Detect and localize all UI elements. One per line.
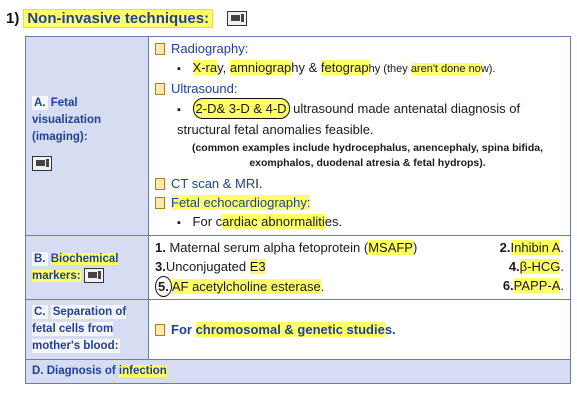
marker-text: PAPP-A	[513, 278, 561, 293]
section-number: 1)	[6, 9, 20, 27]
marker-num: 4.	[508, 259, 520, 274]
imaging-content	[149, 37, 571, 236]
label-letter: C.	[34, 306, 46, 318]
echo-item	[155, 212, 564, 233]
row-fetal-cells	[26, 300, 571, 360]
marker-text: β-HCG	[519, 259, 561, 274]
fetal-cells-text-c: s.	[384, 322, 396, 337]
infection-text-a: Diagnosis of	[46, 365, 119, 377]
ultrasound-item	[155, 98, 564, 139]
echo-post: es.	[324, 214, 343, 229]
memo-icon	[155, 197, 165, 209]
markers-content	[149, 236, 571, 300]
ct-text-2: I.	[255, 176, 263, 191]
row-biochemical-markers	[26, 236, 571, 300]
markers-row-2	[155, 257, 564, 276]
video-icon[interactable]	[227, 11, 247, 26]
ct-text: CT scan & MR	[171, 176, 256, 191]
label-fetal-visualization	[26, 37, 149, 236]
row-fetal-visualization	[26, 37, 571, 236]
marker-num: 3.	[155, 259, 166, 274]
marker-text: Maternal serum alpha fetoprotein (	[169, 240, 369, 255]
ultrasound-title: Ultrasound:	[171, 81, 238, 96]
markers-row-3	[155, 276, 564, 297]
marker-code: E3	[249, 259, 266, 274]
marker-5	[155, 276, 324, 297]
label-text: Biochemical markers:	[32, 252, 119, 282]
fetal-cells-text-a: For	[171, 322, 196, 337]
xray-text: X-ra	[192, 60, 218, 75]
ultrasound-heading	[155, 79, 564, 98]
label-text: Separation of fetal cells from mother's blood:	[32, 306, 127, 352]
echo-mid: ardiac abnormaliti	[222, 214, 325, 229]
memo-icon	[155, 324, 165, 336]
label-letter: B.	[34, 252, 46, 265]
not-done-text: aren't done no	[410, 63, 481, 75]
marker-num: 6.	[502, 278, 514, 293]
marker-tail: .	[560, 259, 564, 274]
section-title: Non-invasive techniques:	[23, 9, 213, 28]
marker-num: 5.	[155, 276, 172, 297]
memo-icon	[155, 178, 165, 190]
marker-num: 1.	[155, 240, 166, 255]
echo-pre: For c	[192, 214, 223, 229]
infection-letter: D.	[32, 365, 44, 377]
fetal-cells-text-b: chromosomal & genetic studie	[195, 322, 385, 337]
feto-text: fetograp	[320, 60, 369, 75]
radiography-title: Radiography:	[171, 41, 249, 56]
not-done-text-2: w).	[480, 63, 496, 75]
techniques-table	[25, 36, 571, 384]
amnio-text-2: hy &	[291, 60, 321, 75]
ct-heading	[155, 174, 564, 193]
marker-num: 2.	[499, 240, 511, 255]
marker-1	[155, 238, 417, 257]
marker-code: MSAFP	[368, 240, 413, 255]
fetal-cells-content	[149, 300, 571, 360]
echo-title: Fetal echocardiography:	[171, 195, 311, 210]
label-fetal-cells	[26, 300, 149, 360]
xray-text-2: y,	[217, 60, 230, 75]
marker-tail: .	[560, 278, 564, 293]
ultrasound-dims: 2-D& 3-D & 4-D	[193, 98, 290, 119]
memo-icon	[155, 83, 165, 95]
marker-text: Inhibin A	[510, 240, 561, 255]
amnio-text: amniograp	[229, 60, 292, 75]
markers-row-1	[155, 238, 564, 257]
label-biochemical-markers	[26, 236, 149, 300]
marker-text: Unconjugated	[165, 259, 250, 274]
row-infection	[26, 360, 571, 384]
marker-tail: )	[412, 240, 418, 255]
marker-2	[500, 238, 564, 257]
marker-4	[509, 257, 564, 276]
marker-6	[503, 276, 564, 297]
label-text: Fetal visualization (imaging):	[32, 97, 102, 143]
section-heading	[6, 6, 247, 30]
infection-content	[26, 360, 571, 384]
radiography-heading	[155, 39, 564, 58]
echo-heading	[155, 193, 564, 212]
video-icon[interactable]	[32, 156, 52, 171]
marker-text: AF acetylcholine esterase	[171, 279, 321, 294]
ultrasound-examples: (common examples include hydrocephalus, anencephaly, spina bifida, exomphalos, duodenal atresia & fetal hydrops).	[191, 142, 544, 169]
infection-text-b: infection	[118, 365, 167, 377]
marker-tail: .	[560, 240, 564, 255]
feto-text-2: hy (they	[368, 63, 411, 75]
marker-tail: .	[320, 279, 325, 294]
video-icon[interactable]	[84, 268, 104, 283]
radiography-item	[155, 58, 564, 79]
memo-icon	[155, 43, 165, 55]
marker-3	[155, 257, 266, 276]
label-letter: A.	[34, 97, 46, 109]
ultrasound-text: ultrasound made antenatal diagnosis of structural fetal anomalies feasible.	[177, 101, 521, 137]
